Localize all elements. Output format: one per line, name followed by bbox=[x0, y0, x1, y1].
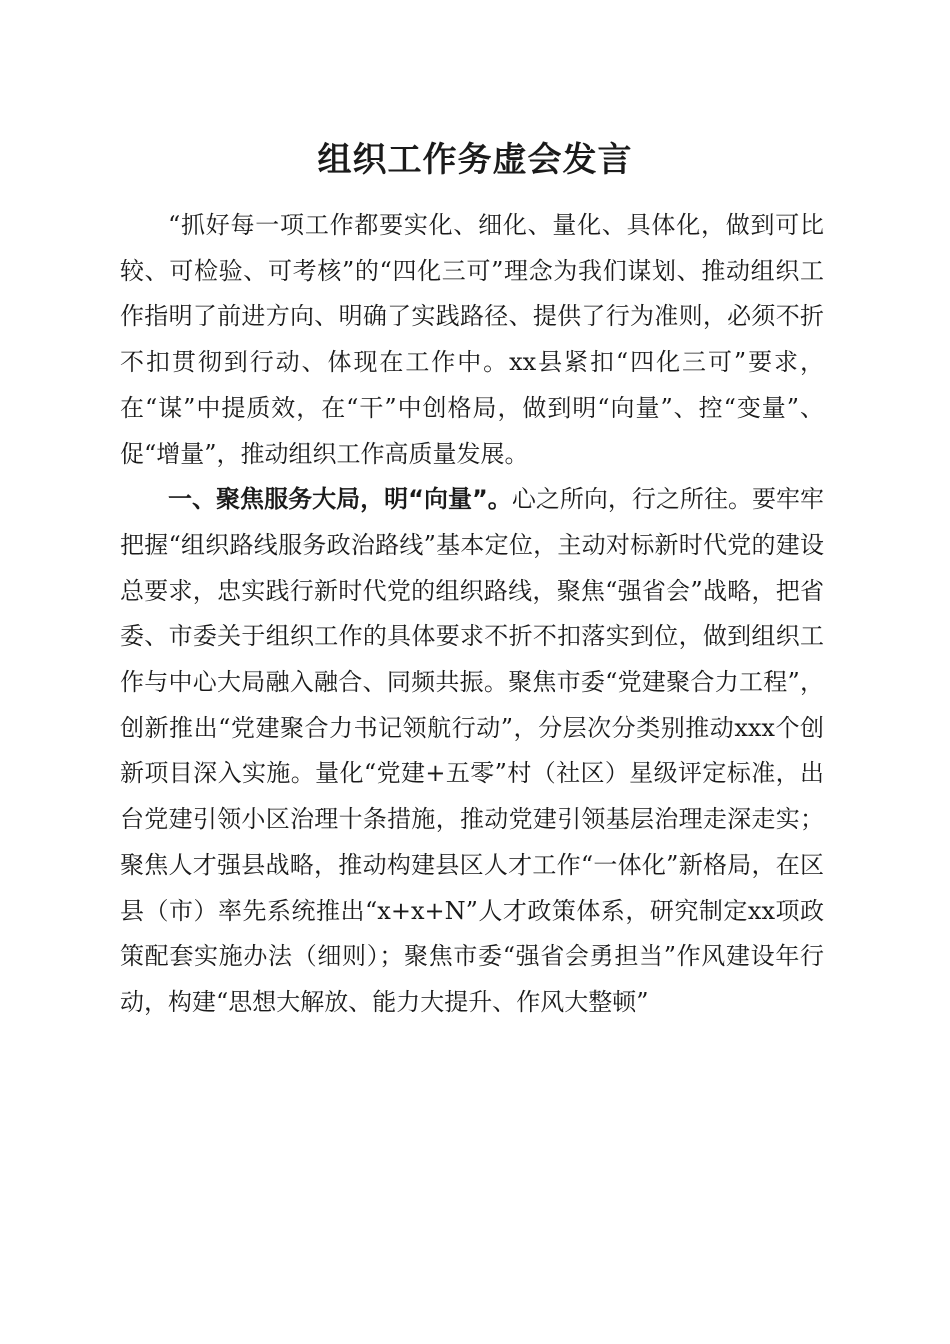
paragraph-intro-text: “抓好每一项工作都要实化、细化、量化、具体化，做到可比较、可检验、可考核”的“四化三可”理念为我们谋划、推动组织工作指明了前进方向、明确了实践路径、提供了行为准则，必须不折不扣贯彻到行动、体现在工作中。xx县紧扣“四化三可”要求，在“谋”中提质效，在“干”中创格局，做到明“向量”、控“变量”、促“增量”，推动组织工作高质量发展。 bbox=[120, 211, 824, 468]
document-body bbox=[120, 203, 824, 1026]
paragraph-intro bbox=[120, 203, 824, 477]
section-one-heading: 一、聚焦服务大局，明“向量”。 bbox=[168, 485, 512, 514]
section-one-text: 心之所向，行之所往。要牢牢把握“组织路线服务政治路线”基本定位，主动对标新时代党的建设总要求，忠实践行新时代党的组织路线，聚焦“强省会”战略，把省委、市委关于组织工作的具体要求不折不扣落实到位，做到组织工作与中心大局融入融合、同频共振。聚焦市委“党建聚合力工程”，创新推出“党建聚合力书记领航行动”，分层次分类别推动xxx个创新项目深入实施。量化“党建+五零”村（社区）星级评定标准，出台党建引领小区治理十条措施，推动党建引领基层治理走深走实；聚焦人才强县战略，推动构建县区人才工作“一体化”新格局，在区县（市）率先系统推出“x+x+N”人才政策体系，研究制定xx项政策配套实施办法（细则）；聚焦市委“强省会勇担当”作风建设年行动，构建“思想大解放、能力大提升、作风大整顿” bbox=[120, 485, 825, 1016]
paragraph-section-one bbox=[120, 477, 824, 1025]
document-title: 组织工作务虚会发言 bbox=[317, 140, 633, 180]
